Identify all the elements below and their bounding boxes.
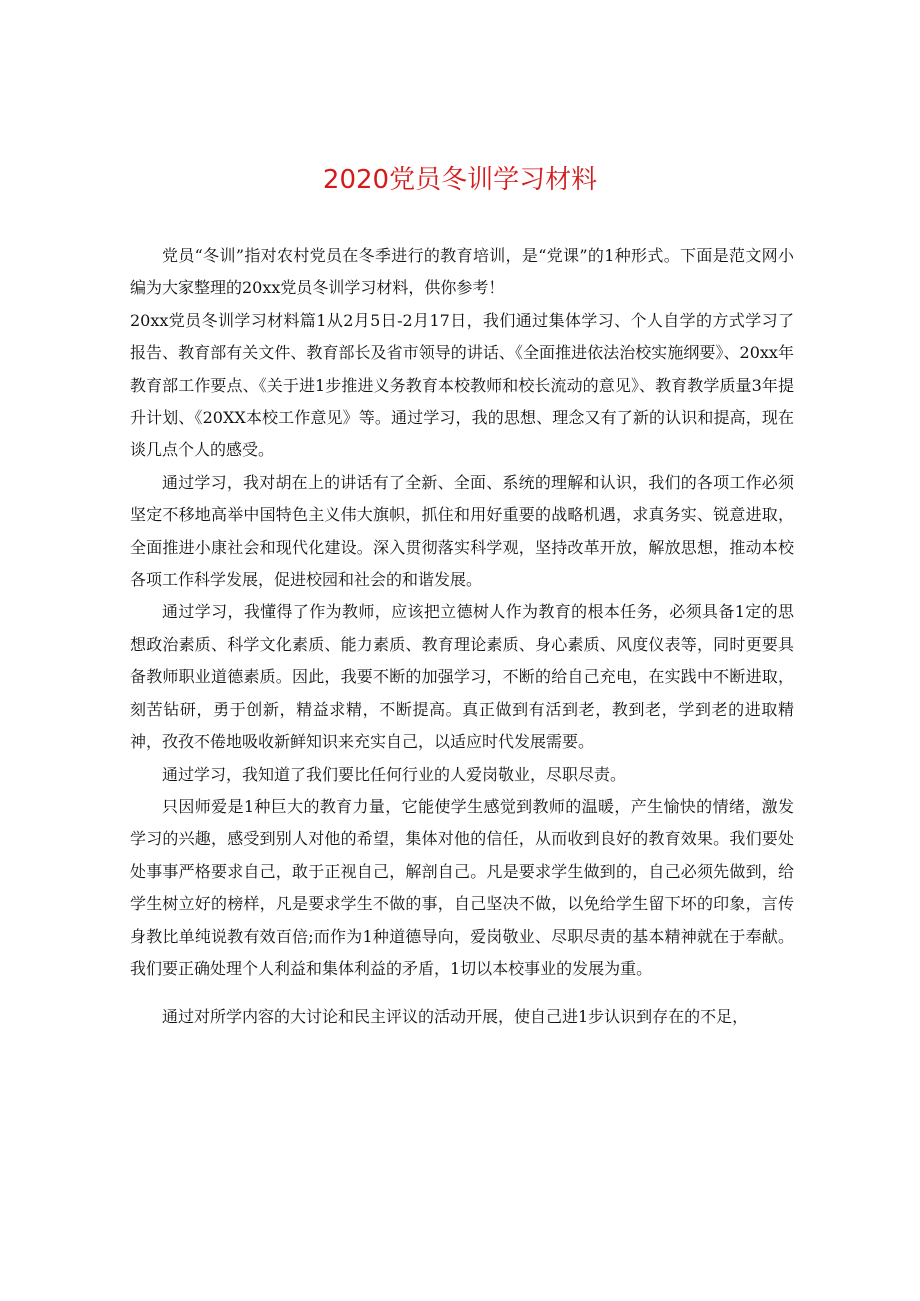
- document-title: 2020党员冬训学习材料: [322, 165, 598, 195]
- paragraph-dedication: 通过学习，我知道了我们要比任何行业的人爱岗敬业，尽职尽责。: [162, 764, 627, 784]
- paragraph-understanding: 通过学习，我对胡在上的讲话有了全新、全面、系统的理解和认识，我们的各项工作必须坚定不移地高举中国特色主义伟大旗帜，抓住和用好重要的战略机遇，求真务实、锐意进取，全面推进小康社会和现代化建设。深入贯彻落实科学观，坚持改革开放，解放思想，推动本校各项工作科学发展，促进校园和社会的和谐发展。: [130, 472, 794, 590]
- document-body: [130, 240, 794, 1034]
- paragraph-teacher-love: 只因师爱是1种巨大的教育力量，它能使学生感觉到教师的温暖，产生愉快的情绪，激发学习的兴趣，感受到别人对他的希望，集体对他的信任，从而收到良好的教育效果。我们要处处事事严格要求自己，敢于正视自己，解剖自己。凡是要求学生做到的，自己必须先做到，给学生树立好的榜样，凡是要求学生不做的事，自己坚决不做，以免给学生留下坏的印象，言传身教比单纯说教有效百倍;而作为1种道德导向，爱岗敬业、尽职尽责的基本精神就在于奉献。我们要正确处理个人利益和集体利益的矛盾，1切以本校事业的发展为重。: [130, 796, 794, 978]
- paragraph-intro: 党员“冬训”指对农村党员在冬季进行的教育培训，是“党课”的1种形式。下面是范文网小编为大家整理的20xx党员冬训学习材料，供你参考！: [130, 246, 794, 298]
- paragraph-study-overview: 20xx党员冬训学习材料篇1从2月5日-2月17日，我们通过集体学习、个人自学的方式学习了报告、教育部有关文件、教育部长及省市领导的讲话、《全面推进依法治校实施纲要》、20xx年教育部工作要点、《关于进1步推进义务教育本校教师和校长流动的意见》、教育教学质量3年提升计划、《20XX本校工作意见》等。通过学习，我的思想、理念又有了新的认识和提高，现在谈几点个人的感受。: [130, 310, 794, 460]
- paragraph-teacher-qualities: 通过学习，我懂得了作为教师，应该把立德树人作为教育的根本任务，必须具备1定的思想政治素质、科学文化素质、能力素质、教育理论素质、身心素质、风度仪表等，同时更要具备教师职业道德素质。因此，我要不断的加强学习，不断的给自己充电，在实践中不断进取，刻苦钻研，勇于创新，精益求精，不断提高。真正做到有活到老，教到老，学到老的进取精神，孜孜不倦地吸收新鲜知识来充实自己，以适应时代发展需要。: [130, 602, 794, 752]
- paragraph-reflection: 通过对所学内容的大讨论和民主评议的活动开展，使自己进1步认识到存在的不足，: [162, 1007, 749, 1027]
